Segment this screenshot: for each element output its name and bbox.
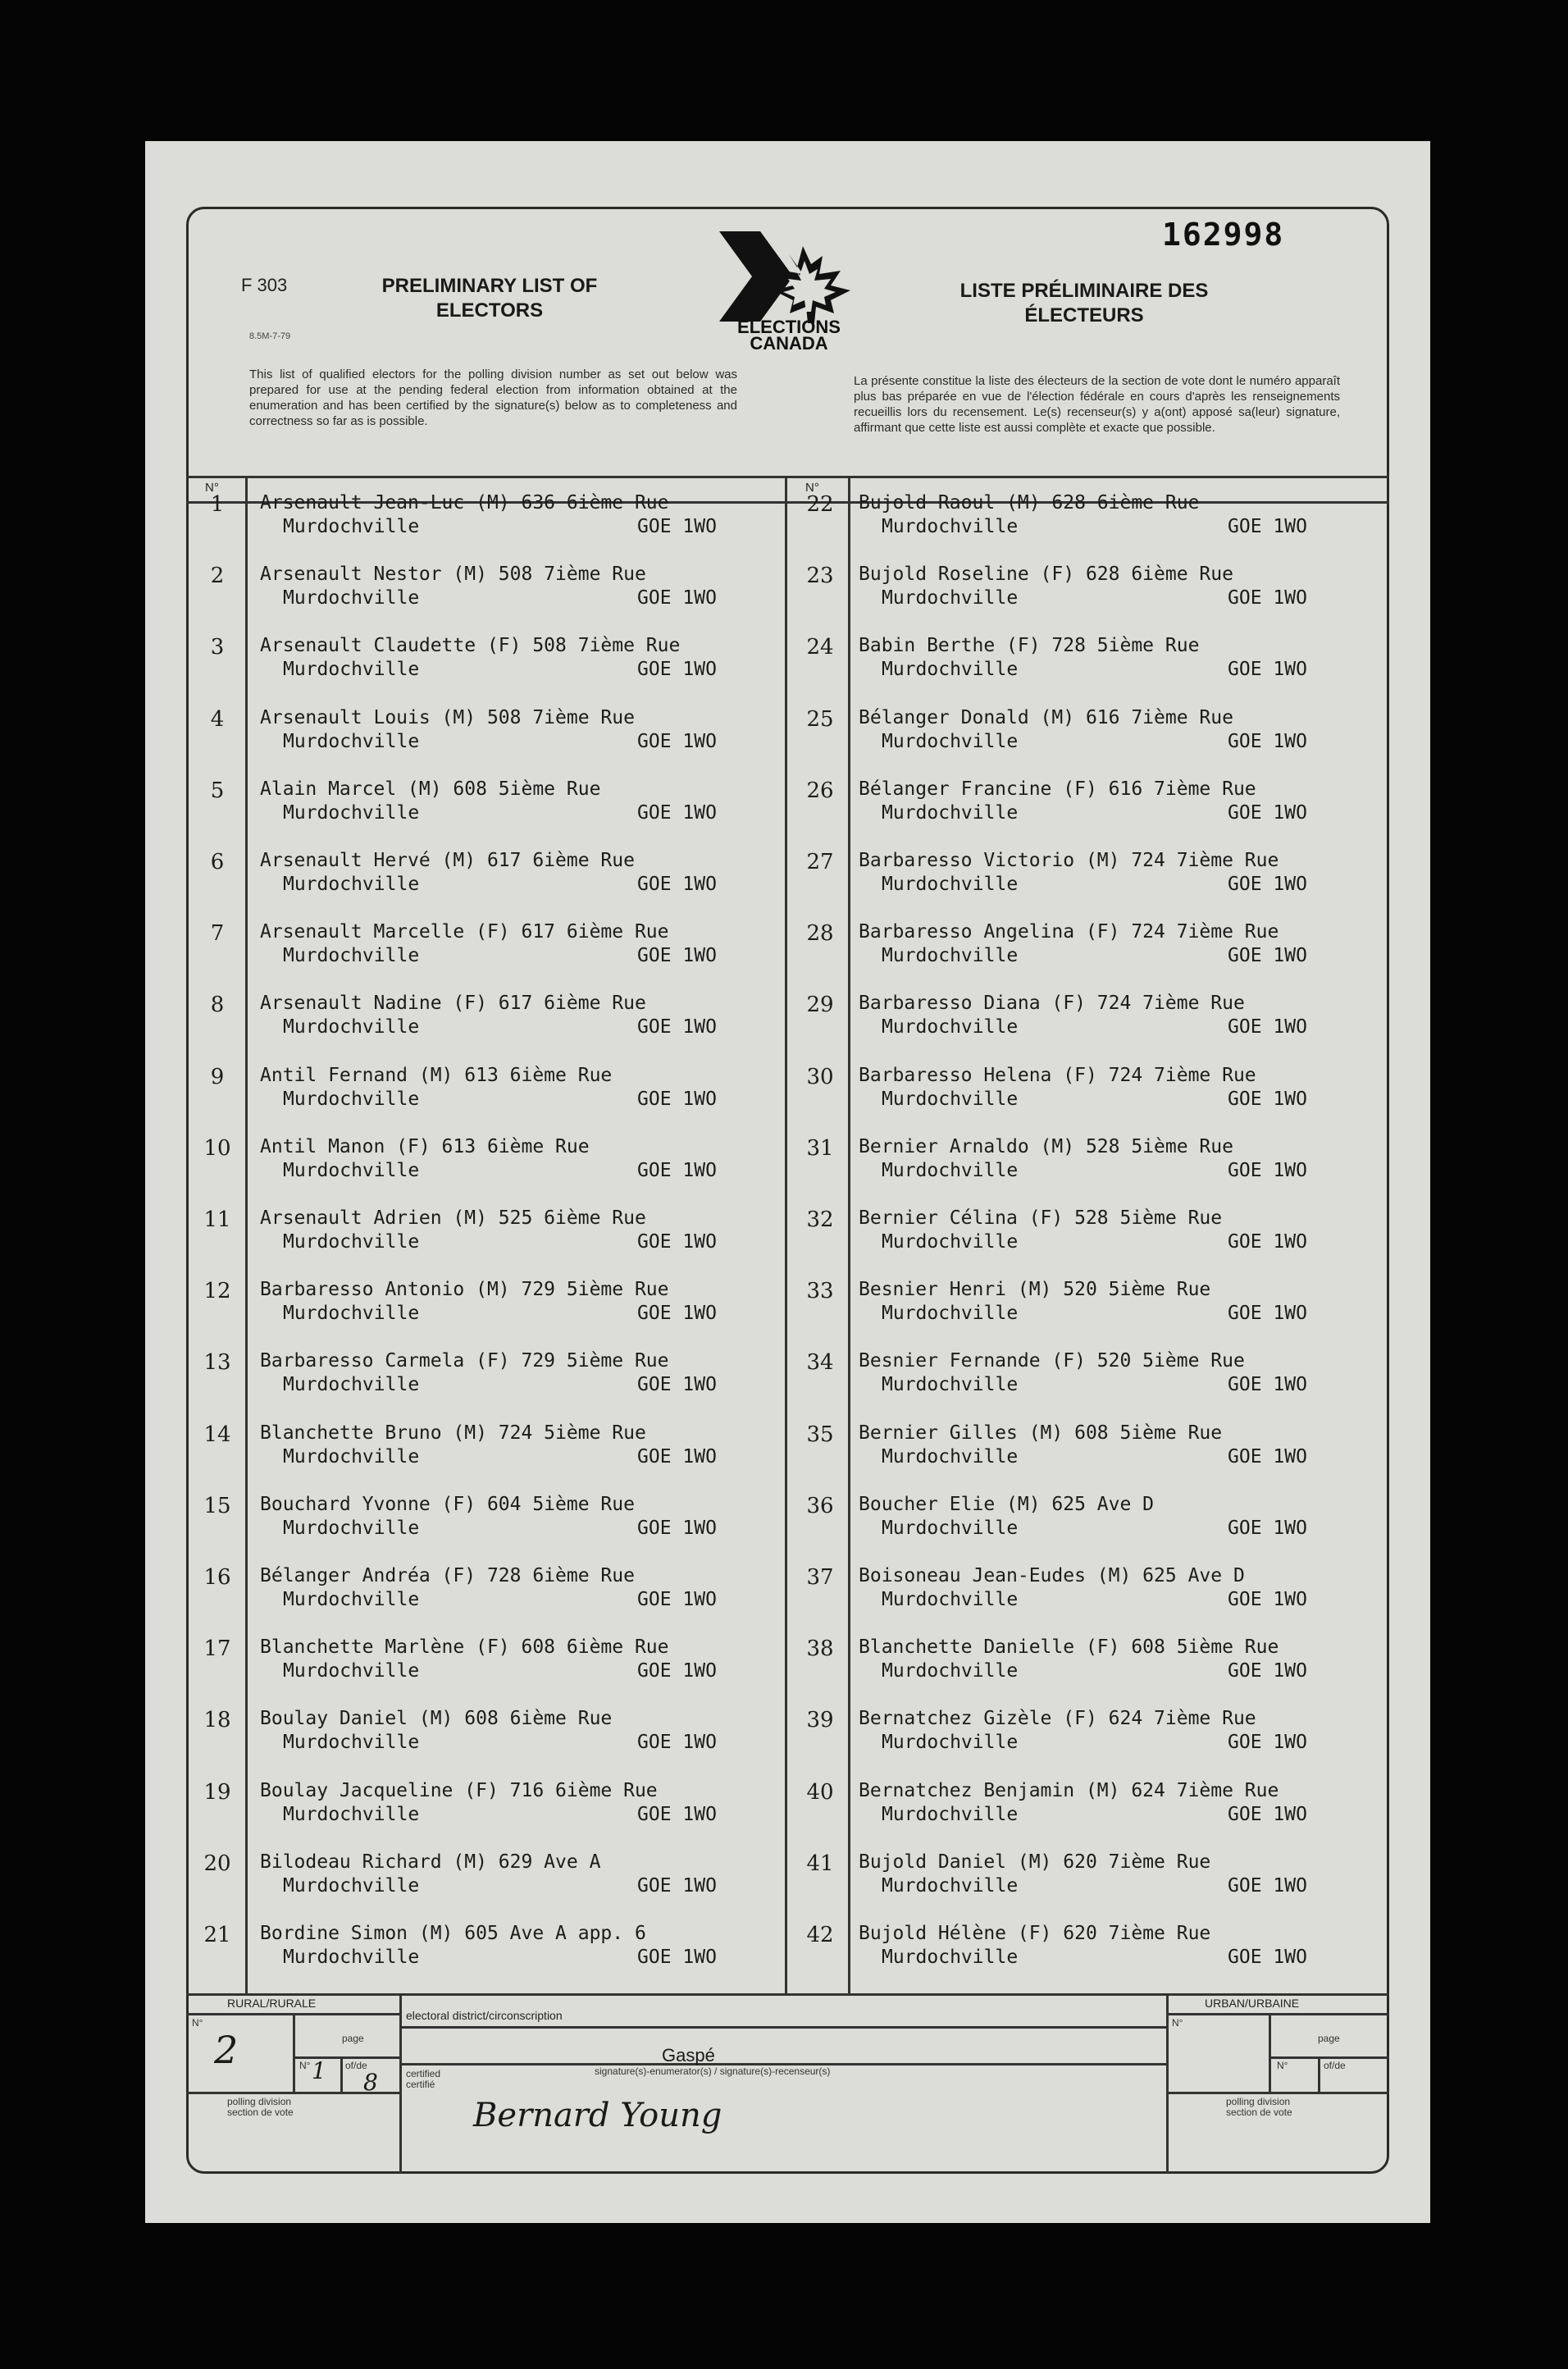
elections-canada-logo	[711, 231, 867, 354]
elector-town: Murdochville	[283, 1803, 420, 1825]
elector-postal-code: GOE 1WO	[637, 1517, 717, 1539]
elector-name-address: Arsenault Jean-Luc (M) 636 6ième Rue	[260, 492, 669, 514]
elector-town: Murdochville	[283, 801, 420, 824]
elector-name-address: Bilodeau Richard (M) 629 Ave A	[260, 1851, 601, 1873]
urban-no-label: N°	[1172, 2017, 1183, 2029]
logo-text-elections: ELECTIONS	[737, 317, 841, 337]
elector-town: Murdochville	[283, 1874, 420, 1897]
elector-name-address: Besnier Henri (M) 520 5ième Rue	[859, 1279, 1211, 1301]
elector-town: Murdochville	[283, 874, 420, 895]
elector-number: 33	[806, 1279, 834, 1304]
elector-town: Murdochville	[882, 1947, 1019, 1968]
elector-town: Murdochville	[882, 659, 1019, 681]
elector-name-address: Barbaresso Angelina (F) 724 7ième Rue	[859, 921, 1279, 943]
elector-name-address: Barbaresso Diana (F) 724 7ième Rue	[859, 993, 1245, 1015]
elector-town: Murdochville	[283, 1374, 420, 1396]
elector-number: 19	[203, 1779, 231, 1805]
elector-name-address: Bujold Roseline (F) 628 6ième Rue	[859, 564, 1233, 586]
elector-postal-code: GOE 1WO	[637, 659, 717, 681]
elector-name-address: Barbaresso Carmela (F) 729 5ième Rue	[260, 1350, 669, 1372]
elector-number: 16	[203, 1565, 231, 1590]
elector-name-address: Bujold Hélène (F) 620 7ième Rue	[859, 1923, 1211, 1944]
elector-town: Murdochville	[882, 1303, 1019, 1325]
elector-postal-code: GOE 1WO	[1228, 587, 1307, 609]
elector-town: Murdochville	[283, 516, 420, 537]
elector-name-address: Bélanger Andréa (F) 728 6ième Rue	[260, 1565, 635, 1586]
elector-name-address: Bernier Gilles (M) 608 5ième Rue	[859, 1422, 1223, 1444]
elector-number: 34	[806, 1350, 834, 1376]
elector-town: Murdochville	[882, 1803, 1019, 1825]
elector-number: 12	[203, 1279, 231, 1304]
elector-name-address: Arsenault Louis (M) 508 7ième Rue	[260, 706, 635, 728]
elector-postal-code: GOE 1WO	[637, 1303, 717, 1325]
urban-header-line	[1166, 2013, 1389, 2015]
elector-town: Murdochville	[882, 1159, 1019, 1181]
elector-number: 28	[806, 921, 834, 947]
urban-of-label: of/de	[1324, 2060, 1346, 2071]
elector-name-address: Blanchette Bruno (M) 724 5ième Rue	[260, 1422, 646, 1444]
elector-town: Murdochville	[283, 1660, 420, 1682]
elector-town: Murdochville	[882, 1732, 1019, 1754]
elector-name-address: Antil Fernand (M) 613 6ième Rue	[260, 1064, 613, 1086]
elector-name-address: Blanchette Marlène (F) 608 6ième Rue	[260, 1636, 669, 1659]
elector-number: 9	[210, 1064, 225, 1089]
elector-name-address: Arsenault Adrien (M) 525 6ième Rue	[260, 1207, 646, 1229]
rural-no-label: N°	[192, 2017, 203, 2029]
elector-number: 4	[210, 706, 225, 732]
elector-name-address: Bouchard Yvonne (F) 604 5ième Rue	[260, 1493, 635, 1515]
elector-town: Murdochville	[283, 1231, 420, 1253]
elector-postal-code: GOE 1WO	[637, 1589, 717, 1610]
elector-postal-code: GOE 1WO	[637, 1660, 717, 1682]
elector-postal-code: GOE 1WO	[637, 874, 717, 895]
elector-name-address: Bélanger Donald (M) 616 7ième Rue	[859, 706, 1233, 728]
elector-name-address: Barbaresso Antonio (M) 729 5ième Rue	[260, 1279, 669, 1301]
elector-town: Murdochville	[283, 1159, 420, 1181]
elector-name-address: Arsenault Claudette (F) 508 7ième Rue	[260, 635, 681, 657]
rural-page-divider	[293, 2013, 295, 2092]
elector-town: Murdochville	[882, 730, 1019, 752]
elector-number: 18	[203, 1708, 231, 1733]
elector-name-address: Boulay Daniel (M) 608 6ième Rue	[260, 1708, 613, 1730]
elector-number: 39	[806, 1708, 834, 1733]
elector-name-address: Besnier Fernande (F) 520 5ième Rue	[859, 1350, 1245, 1372]
elector-town: Murdochville	[283, 1303, 420, 1325]
rural-label: RURAL/RURALE	[227, 1997, 317, 2010]
elector-name-address: Bujold Daniel (M) 620 7ième Rue	[859, 1851, 1211, 1873]
elector-postal-code: GOE 1WO	[1228, 1231, 1307, 1253]
elector-postal-code: GOE 1WO	[637, 1231, 717, 1253]
elector-postal-code: GOE 1WO	[637, 1374, 717, 1396]
elector-town: Murdochville	[283, 1947, 420, 1968]
rural-polling-label-en: polling division	[227, 2096, 292, 2107]
elector-name-address: Bélanger Francine (F) 616 7ième Rue	[859, 778, 1256, 800]
elector-number: 20	[203, 1851, 231, 1876]
elector-number: 8	[210, 993, 225, 1018]
right-no-header: N°	[805, 481, 819, 495]
district-header-line	[399, 2026, 1166, 2029]
elector-name-address: Alain Marcel (M) 608 5ième Rue	[260, 778, 601, 800]
elector-postal-code: GOE 1WO	[1228, 1874, 1307, 1897]
elector-name-address: Barbaresso Victorio (M) 724 7ième Rue	[859, 850, 1279, 871]
elector-town: Murdochville	[283, 1088, 420, 1110]
elector-postal-code: GOE 1WO	[1228, 1374, 1307, 1396]
elector-number: 14	[203, 1422, 231, 1447]
urban-page-divider	[1269, 2013, 1271, 2092]
elector-number: 22	[806, 492, 834, 517]
urban-polling-label-fr: section de vote	[1226, 2107, 1292, 2118]
elector-number: 21	[203, 1923, 231, 1947]
elector-number: 41	[806, 1851, 834, 1876]
rural-of-label: of/de	[345, 2060, 367, 2071]
elector-town: Murdochville	[882, 587, 1019, 609]
elector-name-address: Arsenault Nadine (F) 617 6ième Rue	[260, 993, 646, 1015]
intro-french: La présente constitue la liste des électeurs de la section de vote dont le numéro apparaît plus bas préparée en vue de l'élection fédérale en cours d'après les renseignements recueillis lors du recensement. Le(s) recenseur(s) y a(ont) apposé sa(leur) signature, affirmant que cette liste est aussi complète et exacte que possible.	[854, 374, 1340, 435]
elector-number: 29	[806, 993, 834, 1018]
elector-postal-code: GOE 1WO	[1228, 874, 1307, 895]
elector-name-address: Bernier Arnaldo (M) 528 5ième Rue	[859, 1135, 1233, 1157]
elector-name-address: Bernier Célina (F) 528 5ième Rue	[859, 1207, 1223, 1229]
elector-number: 3	[210, 635, 225, 660]
page-number-handwritten: 1	[312, 2057, 326, 2084]
elector-town: Murdochville	[882, 516, 1019, 537]
certified-label-fr: certifié	[406, 2079, 435, 2090]
form-number: F 303	[241, 275, 288, 295]
elector-postal-code: GOE 1WO	[1228, 945, 1307, 967]
elector-number: 30	[806, 1064, 834, 1089]
elector-town: Murdochville	[283, 1517, 420, 1539]
elector-name-address: Arsenault Nestor (M) 508 7ième Rue	[260, 564, 646, 586]
elector-town: Murdochville	[283, 730, 420, 752]
rural-polling-label-fr: section de vote	[227, 2107, 294, 2118]
elector-town: Murdochville	[882, 945, 1019, 967]
elector-number: 31	[806, 1135, 834, 1161]
elector-postal-code: GOE 1WO	[1228, 1803, 1307, 1825]
certified-label-en: certified	[406, 2068, 441, 2079]
elector-number: 7	[210, 921, 225, 947]
elector-town: Murdochville	[283, 1732, 420, 1754]
elector-town: Murdochville	[283, 659, 420, 681]
elector-postal-code: GOE 1WO	[637, 1732, 717, 1754]
serial-number: 162998	[1162, 217, 1285, 253]
elector-town: Murdochville	[283, 1016, 420, 1038]
enumerator-signature: Bernard Young	[473, 2097, 722, 2134]
elector-town: Murdochville	[882, 1374, 1019, 1396]
elector-postal-code: GOE 1WO	[637, 1016, 717, 1038]
elector-town: Murdochville	[882, 1660, 1019, 1682]
rural-page-label: page	[342, 2033, 364, 2044]
title-french: LISTE PRÉLIMINAIRE DES ÉLECTEURS	[959, 280, 1209, 326]
signature-label: signature(s)-enumerator(s) / signature(s)-recenseur(s)	[595, 2065, 831, 2077]
elector-postal-code: GOE 1WO	[1228, 1947, 1307, 1968]
electors-list-sheet	[145, 141, 1430, 2223]
maple-leaf-x-icon	[711, 231, 867, 323]
rural-of-divider	[340, 2056, 343, 2092]
intro-english: This list of qualified electors for the polling division number as set out below was prepared for use at the pending federal election from information obtained at the enumeration and has been certified by the signature(s) below as to completeness and correctness so far as is possible.	[249, 367, 737, 428]
left-number-column-line	[245, 476, 248, 1993]
elector-name-address: Arsenault Marcelle (F) 617 6ième Rue	[260, 921, 669, 943]
elector-postal-code: GOE 1WO	[637, 1159, 717, 1181]
elector-postal-code: GOE 1WO	[637, 1445, 717, 1468]
elector-town: Murdochville	[882, 801, 1019, 824]
elector-postal-code: GOE 1WO	[1228, 730, 1307, 752]
footer-divider-right	[1166, 1993, 1169, 2174]
elector-number: 27	[806, 850, 834, 874]
elector-postal-code: GOE 1WO	[1228, 1445, 1307, 1468]
elector-name-address: Antil Manon (F) 613 6ième Rue	[260, 1135, 590, 1157]
elector-name-address: Boucher Elie (M) 625 Ave D	[859, 1493, 1155, 1515]
elector-name-address: Bernatchez Gizèle (F) 624 7ième Rue	[859, 1708, 1256, 1730]
elector-number: 37	[806, 1565, 834, 1590]
elector-number: 38	[806, 1636, 834, 1662]
elector-postal-code: GOE 1WO	[637, 587, 717, 609]
elector-number: 11	[203, 1207, 231, 1232]
table-top-line	[186, 476, 1389, 478]
elector-name-address: Barbaresso Helena (F) 724 7ième Rue	[859, 1064, 1256, 1086]
right-number-column-line	[848, 476, 850, 1993]
elector-postal-code: GOE 1WO	[1228, 1660, 1307, 1682]
elector-name-address: Bordine Simon (M) 605 Ave A app. 6	[260, 1923, 646, 1944]
elector-number: 35	[806, 1422, 834, 1447]
elector-town: Murdochville	[882, 1231, 1019, 1253]
elector-town: Murdochville	[882, 1874, 1019, 1897]
elector-postal-code: GOE 1WO	[637, 1803, 717, 1825]
elector-number: 26	[806, 778, 834, 803]
elector-number: 10	[203, 1135, 231, 1161]
elector-name-address: Bujold Raoul (M) 628 6ième Rue	[859, 492, 1200, 514]
elector-number: 36	[806, 1493, 834, 1518]
elector-number: 6	[210, 850, 225, 874]
elector-number: 42	[806, 1923, 834, 1947]
elector-town: Murdochville	[283, 1445, 420, 1468]
elector-name-address: Bernatchez Benjamin (M) 624 7ième Rue	[859, 1779, 1279, 1801]
elector-postal-code: GOE 1WO	[1228, 1159, 1307, 1181]
elector-town: Murdochville	[882, 1589, 1019, 1610]
elector-postal-code: GOE 1WO	[1228, 1016, 1307, 1038]
elector-name-address: Boisoneau Jean-Eudes (M) 625 Ave D	[859, 1565, 1245, 1586]
elector-postal-code: GOE 1WO	[637, 1874, 717, 1897]
elector-number: 40	[806, 1779, 834, 1805]
elector-town: Murdochville	[283, 587, 420, 609]
urban-polling-label-en: polling division	[1226, 2096, 1291, 2107]
elector-postal-code: GOE 1WO	[1228, 1589, 1307, 1610]
urban-polling-line	[1166, 2092, 1389, 2094]
urban-of-divider	[1318, 2056, 1320, 2092]
urban-page-no-label: N°	[1277, 2060, 1288, 2071]
page-total-handwritten: 8	[363, 2069, 378, 2096]
elector-postal-code: GOE 1WO	[637, 516, 717, 537]
elector-postal-code: GOE 1WO	[1228, 1303, 1307, 1325]
elector-town: Murdochville	[882, 1517, 1019, 1539]
left-no-header: N°	[205, 481, 219, 495]
elector-town: Murdochville	[882, 874, 1019, 895]
elector-town: Murdochville	[882, 1445, 1019, 1468]
elector-postal-code: GOE 1WO	[637, 801, 717, 824]
urban-page-label: page	[1318, 2033, 1340, 2044]
elector-number: 32	[806, 1207, 834, 1232]
form-code: 8.5M-7-79	[249, 331, 291, 341]
elector-number: 23	[806, 564, 834, 589]
polling-division-handwritten: 2	[214, 2028, 239, 2072]
elector-postal-code: GOE 1WO	[1228, 516, 1307, 537]
elector-town: Murdochville	[283, 945, 420, 967]
district-value: Gaspé	[662, 2045, 715, 2065]
title-english: PRELIMINARY LIST OF ELECTORS	[381, 275, 598, 322]
elector-number: 13	[203, 1350, 231, 1376]
elector-number: 5	[210, 778, 225, 803]
elector-town: Murdochville	[882, 1088, 1019, 1110]
elector-number: 24	[806, 635, 834, 660]
elector-number: 2	[210, 564, 225, 589]
elector-number: 17	[203, 1636, 231, 1662]
elector-postal-code: GOE 1WO	[637, 1088, 717, 1110]
elector-name-address: Blanchette Danielle (F) 608 5ième Rue	[859, 1636, 1279, 1659]
elector-number: 1	[210, 492, 225, 517]
center-divider-line	[785, 476, 787, 1993]
elector-postal-code: GOE 1WO	[637, 1947, 717, 1968]
elector-postal-code: GOE 1WO	[1228, 1732, 1307, 1754]
elector-name-address: Boulay Jacqueline (F) 716 6ième Rue	[260, 1779, 658, 1801]
elector-postal-code: GOE 1WO	[1228, 1517, 1307, 1539]
elector-number: 25	[806, 706, 834, 732]
urban-page-line	[1269, 2056, 1389, 2059]
footer-top-line	[186, 1993, 1389, 1996]
elector-postal-code: GOE 1WO	[1228, 1088, 1307, 1110]
logo-text-canada: CANADA	[750, 333, 828, 354]
elector-postal-code: GOE 1WO	[637, 945, 717, 967]
elector-name-address: Arsenault Hervé (M) 617 6ième Rue	[260, 850, 635, 871]
elector-number: 15	[203, 1493, 231, 1518]
elector-name-address: Babin Berthe (F) 728 5ième Rue	[859, 635, 1200, 657]
elector-postal-code: GOE 1WO	[1228, 659, 1307, 681]
elector-town: Murdochville	[283, 1589, 420, 1610]
elector-postal-code: GOE 1WO	[1228, 801, 1307, 824]
urban-label: URBAN/URBAINE	[1205, 1997, 1300, 2010]
footer-divider-left	[399, 1993, 402, 2174]
elector-town: Murdochville	[882, 1016, 1019, 1038]
rural-page-line	[293, 2056, 399, 2059]
district-label: electoral district/circonscription	[406, 2009, 563, 2022]
rural-page-no-label: N°	[299, 2060, 311, 2071]
elector-postal-code: GOE 1WO	[637, 730, 717, 752]
